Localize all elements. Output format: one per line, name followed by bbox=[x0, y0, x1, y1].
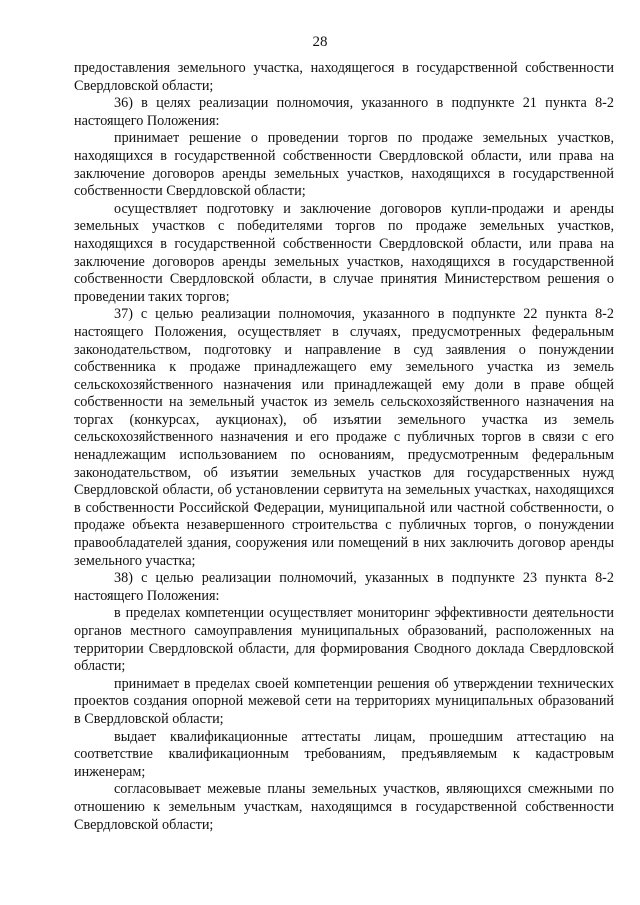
paragraph: принимает в пределах своей компетенции решения об утверждении технических проектов создания опорной межевой сети на территориях муниципальных образований в Свердловской области; bbox=[74, 675, 614, 727]
document-body bbox=[74, 60, 614, 834]
paragraph: согласовывает межевые планы земельных участков, являющихся смежными по отношению к земельным участкам, находящимся в государственной собственности Свердловской области; bbox=[74, 781, 614, 833]
paragraph: 36) в целях реализации полномочия, указанного в подпункте 21 пункта 8-2 настоящего Положения: bbox=[74, 95, 614, 129]
page-number: 28 bbox=[312, 34, 328, 50]
paragraph: 38) с целью реализации полномочий, указанных в подпункте 23 пункта 8-2 настоящего Положения: bbox=[74, 570, 614, 604]
paragraph: предоставления земельного участка, находящегося в государственной собственности Свердловской области; bbox=[74, 60, 614, 94]
paragraph: принимает решение о проведении торгов по продаже земельных участков, находящихся в государственной собственности Свердловской области, или права на заключение договоров аренды земельных участков, находящихся в государственной собственности Свердловской области; bbox=[74, 130, 614, 200]
paragraph: выдает квалификационные аттестаты лицам, прошедшим аттестацию на соответствие квалификационным требованиям, предъявляемым к кадастровым инженерам; bbox=[74, 728, 614, 780]
paragraph: осуществляет подготовку и заключение договоров купли-продажи и аренды земельных участков с победителями торгов по продаже земельных участков, находящихся в государственной собственности Свердловской области, или права на заключение договоров аренды земельных участков, находящихся в государственной собственности Свердловской области, в случае принятия Министерством решения о проведении таких торгов; bbox=[74, 200, 614, 305]
paragraph: 37) с целью реализации полномочия, указанного в подпункте 22 пункта 8-2 настоящего Положения, осуществляет в случаях, предусмотренных федеральным законодательством, подготовку и направление в суд заявления о понуждении собственника к продаже принадлежащего ему земельного участка из земель сельскохозяйственного назначения или принадлежащей ему доли в праве общей собственности на земельный участок из земель сельскохозяйственного назначения на торгах (конкурсах, аукционах), об изъятии земельного участка из земель сельскохозяйственного назначения и его продаже с публичных торгов в связи с его ненадлежащим использованием по основаниям, предусмотренным федеральным законодательством, об изъятии земельных участков для государственных нужд Свердловской области, об установлении сервитута на земельных участках, находящихся в собственности Российской Федерации, муниципальной или частной собственности, о продаже объекта незавершенного строительства с публичных торгов, о понуждении правообладателей здания, сооружения или помещений в них заключить договор аренды земельного участка; bbox=[74, 306, 614, 569]
paragraph: в пределах компетенции осуществляет мониторинг эффективности деятельности органов местного самоуправления муниципальных образований, расположенных на территории Свердловской области, для формирования Сводного доклада Свердловской области; bbox=[74, 605, 614, 675]
